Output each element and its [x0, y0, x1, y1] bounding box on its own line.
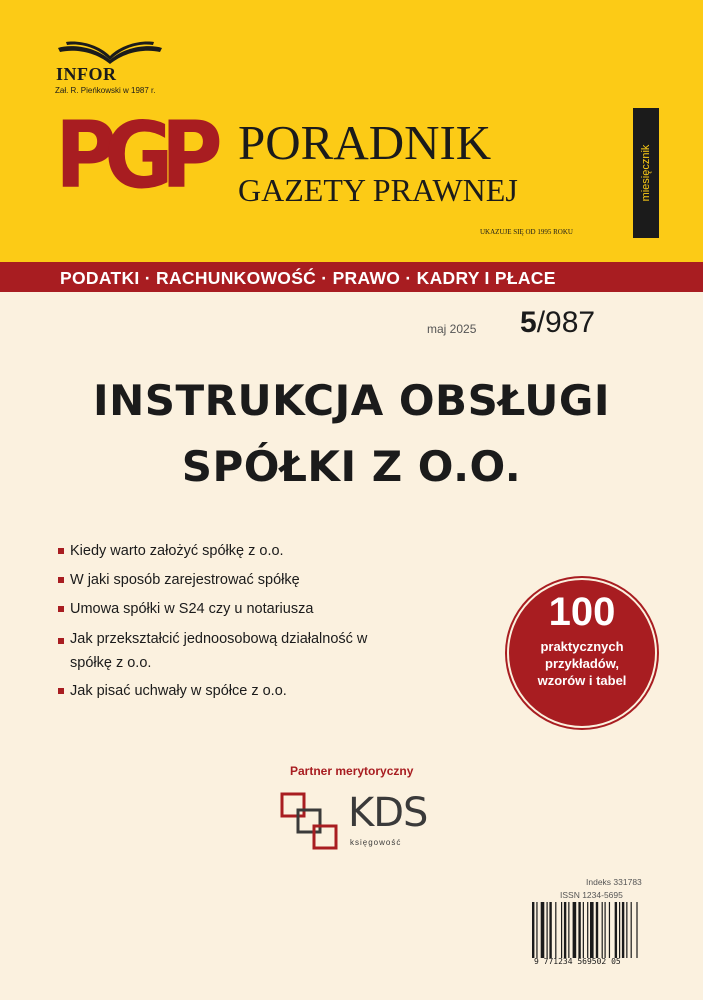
magazine-title-line1: PORADNIK	[238, 115, 492, 170]
barcode-bar	[619, 902, 620, 958]
barcode-bar	[578, 902, 580, 958]
barcode-bar	[555, 902, 556, 958]
barcode-bar	[532, 902, 534, 958]
badge-text: praktycznych przykładów, wzorów i tabel	[537, 639, 627, 688]
list-item: Jak przekształcić jednoosobową działalność w spółkę z o.o.	[56, 627, 396, 675]
list-item: Kiedy warto założyć spółkę z o.o.	[56, 537, 396, 566]
issn-code: ISSN 1234-5695	[560, 890, 623, 900]
barcode-bar	[536, 902, 537, 958]
issue-separator: /	[536, 306, 546, 339]
publisher-founder: Zał. R. Pieńkowski w 1987 r.	[55, 86, 156, 95]
barcode-bar	[631, 902, 632, 958]
badge-number: 100	[548, 590, 616, 634]
publisher-name: INFOR	[56, 64, 117, 84]
list-item: Jak pisać uchwały w spółce z o.o.	[56, 677, 396, 706]
since-note: UKAZUJE SIĘ OD 1995 ROKU	[480, 228, 573, 236]
barcode-bar	[615, 902, 617, 958]
barcode-bar	[602, 902, 603, 958]
barcode	[532, 902, 672, 958]
barcode-bar	[549, 902, 551, 958]
issue-number	[520, 306, 595, 340]
frequency-tab	[633, 108, 659, 238]
indeks-code: Indeks 331783	[586, 877, 642, 887]
list-item: Umowa spółki w S24 czy u notariusza	[56, 595, 396, 624]
barcode-bar	[605, 902, 606, 958]
barcode-bar	[622, 902, 624, 958]
partner-label: Partner merytoryczny	[290, 764, 414, 778]
partner-subtitle: księgowość	[350, 838, 402, 847]
barcode-bar	[568, 902, 569, 958]
cover-headline	[0, 368, 703, 500]
barcode-bar	[547, 902, 548, 958]
issue-date: maj 2025	[427, 322, 477, 336]
topic-list	[56, 537, 396, 706]
barcode-bar	[583, 902, 584, 958]
barcode-bar	[573, 902, 577, 958]
issue-number-total: 987	[545, 306, 596, 339]
pgp-logo: PGP	[55, 102, 210, 209]
partner-name: KDS	[348, 790, 428, 836]
magazine-title-line2: GAZETY PRAWNEJ	[238, 172, 518, 208]
barcode-bar	[626, 902, 627, 958]
issue-number-current: 5	[520, 306, 537, 339]
topics-text: PODATKI · RACHUNKOWOŚĆ · PRAWO · KADRY I PŁACE	[60, 268, 556, 288]
barcode-bar	[636, 902, 637, 958]
barcode-bar	[609, 902, 610, 958]
barcode-bar	[561, 902, 562, 958]
frequency-label: miesięcznik	[640, 144, 652, 202]
promo-badge	[507, 578, 657, 728]
barcode-bar	[541, 902, 545, 958]
headline-line1: INSTRUKCJA OBSŁUGI	[93, 376, 610, 425]
barcode-bar	[564, 902, 566, 958]
barcode-bar	[596, 902, 598, 958]
list-item: W jaki sposób zarejestrować spółkę	[56, 566, 396, 595]
barcode-bar	[587, 902, 588, 958]
barcode-digits: 9 771234 569502 05	[534, 957, 621, 966]
barcode-bar	[590, 902, 594, 958]
headline-line2: SPÓŁKI Z O.O.	[181, 442, 522, 491]
